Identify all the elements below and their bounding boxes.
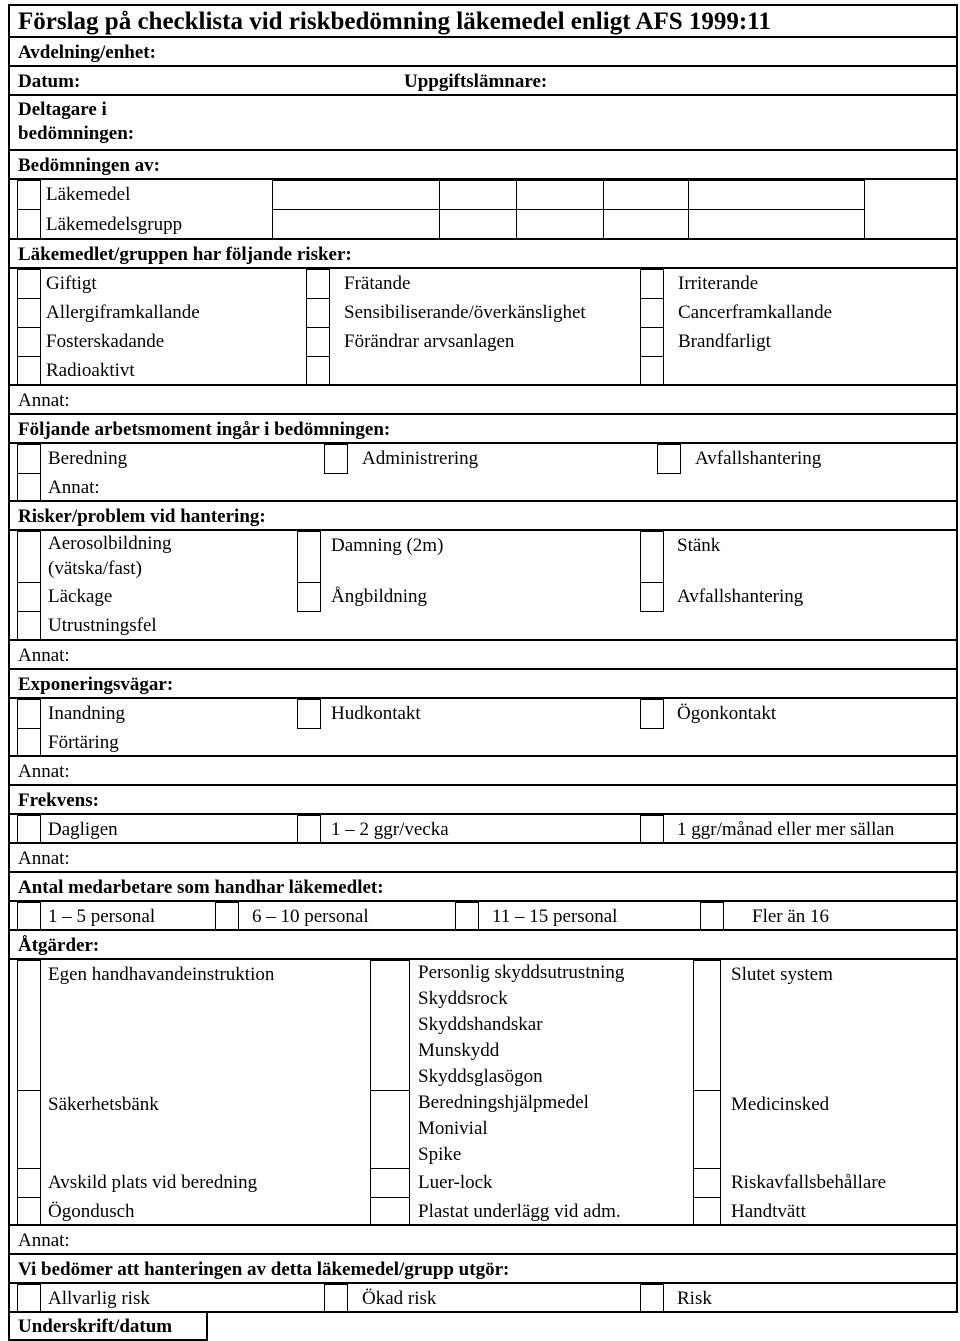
handling-risk-item: Stänk [677, 535, 721, 556]
risk-item: Cancerframkallande [678, 302, 833, 323]
handling-risk-checkbox-2-3[interactable] [640, 582, 664, 612]
date-row[interactable] [8, 67, 958, 96]
work-step-checkbox-3[interactable] [657, 444, 681, 474]
staff-item: Fler än 16 [752, 906, 830, 927]
measure-checkbox-1-1[interactable] [17, 960, 41, 1091]
staff-item: 1 – 5 personal [48, 906, 156, 927]
measure-item: Medicinsked [731, 1094, 830, 1115]
staff-item: 6 – 10 personal [252, 906, 369, 927]
handling-risk-checkbox-1-2[interactable] [297, 531, 321, 583]
handling-risk-item: Damning (2m) [331, 535, 444, 556]
staff-checkbox-4[interactable] [700, 902, 724, 931]
measure-checkbox-2-2[interactable] [370, 1090, 410, 1169]
work-steps-heading: Följande arbetsmoment ingår i bedömningen: [18, 419, 391, 440]
assessment-of-row [8, 151, 958, 180]
measure-item: Ögondusch [48, 1201, 135, 1222]
handling-risk-checkbox-2-1[interactable] [17, 582, 41, 612]
measure-item: Riskavfallsbehållare [731, 1172, 887, 1193]
risk-item: Brandfarligt [678, 331, 771, 352]
handling-risk-item: Läckage [48, 586, 113, 607]
frequency-checkbox-3[interactable] [640, 815, 664, 844]
drug-group-cell-1[interactable] [272, 209, 440, 240]
staff-item: 11 – 15 personal [492, 906, 618, 927]
exposure-grid [8, 699, 958, 757]
staff-checkbox-1[interactable] [17, 902, 41, 931]
risks-heading-row [8, 240, 958, 269]
frequency-other-row[interactable] [8, 844, 958, 873]
handling-risks-other-label: Annat: [18, 645, 70, 666]
risk-item: Förändrar arvsanlagen [344, 331, 515, 352]
measure-item: Handtvätt [731, 1201, 806, 1222]
work-step-other-checkbox[interactable] [17, 473, 41, 502]
verdict-grid [8, 1284, 958, 1313]
date-label: Datum: [18, 71, 81, 92]
frequency-other-label: Annat: [18, 848, 70, 869]
staff-heading-row [8, 873, 958, 902]
risk-checklist-form [8, 4, 958, 1341]
assessment-of-label: Bedömningen av: [18, 155, 160, 176]
drug-grid [8, 180, 958, 240]
staff-heading: Antal medarbetare som handhar läkemedlet: [18, 877, 384, 898]
risk-checkbox-1-2[interactable] [306, 269, 330, 299]
measure-checkbox-4-1[interactable] [17, 1197, 41, 1226]
drug-group-cell-4[interactable] [603, 209, 689, 240]
drug-label: Läkemedel [46, 184, 131, 205]
drug-group-cell-3[interactable] [516, 209, 604, 240]
work-step-item: Beredning [48, 448, 128, 469]
exposure-checkbox-2-1[interactable] [17, 728, 41, 757]
participants-row[interactable] [8, 96, 958, 151]
verdict-checkbox-2[interactable] [324, 1284, 348, 1313]
handling-risk-checkbox-3-1[interactable] [17, 611, 41, 641]
drug-cell-4[interactable] [603, 180, 689, 210]
measure-checkbox-4-2[interactable] [370, 1197, 410, 1226]
risk-item: Fosterskadande [46, 331, 165, 352]
drug-cell-1[interactable] [272, 180, 440, 210]
risk-item: Radioaktivt [46, 360, 135, 381]
risk-checkbox-3-3[interactable] [640, 327, 664, 357]
risk-item: Allergiframkallande [46, 302, 200, 323]
measure-item: Plastat underlägg vid adm. [418, 1201, 621, 1222]
risk-checkbox-2-2[interactable] [306, 298, 330, 328]
measure-checkbox-3-3[interactable] [693, 1168, 721, 1198]
signature-row[interactable] [8, 1313, 208, 1341]
exposure-other-label: Annat: [18, 761, 70, 782]
risk-checkbox-2-3[interactable] [640, 298, 664, 328]
exposure-item: Hudkontakt [331, 703, 421, 724]
exposure-checkbox-1-3[interactable] [640, 699, 664, 729]
measure-item: Slutet system [731, 964, 833, 985]
handling-risks-heading-row [8, 502, 958, 531]
exposure-checkbox-1-2[interactable] [297, 699, 321, 729]
exposure-item: Ögonkontakt [677, 703, 777, 724]
measure-item: Beredningshjälpmedel Monivial Spike [418, 1092, 589, 1165]
measure-checkbox-3-2[interactable] [370, 1168, 410, 1198]
work-steps-heading-row [8, 415, 958, 444]
drug-group-label: Läkemedelsgrupp [46, 214, 183, 235]
staff-checkbox-2[interactable] [215, 902, 239, 931]
risk-checkbox-3-2[interactable] [306, 327, 330, 357]
verdict-checkbox-1[interactable] [17, 1284, 41, 1313]
work-step-item: Administrering [362, 448, 479, 469]
verdict-heading-row [8, 1255, 958, 1284]
measures-other-row[interactable] [8, 1226, 958, 1255]
risks-other-row[interactable] [8, 386, 958, 415]
drug-cell-5[interactable] [688, 180, 865, 210]
handling-risk-item: Utrustningsfel [48, 615, 157, 636]
risks-other-label: Annat: [18, 390, 70, 411]
handling-risk-checkbox-1-1[interactable] [17, 531, 41, 583]
work-steps-grid [8, 444, 958, 502]
title-row [8, 4, 958, 38]
risk-checkbox-4-3[interactable] [640, 356, 664, 386]
work-step-checkbox-1[interactable] [17, 444, 41, 474]
exposure-other-row[interactable] [8, 757, 958, 786]
work-steps-other-label: Annat: [48, 477, 100, 498]
measures-grid [8, 960, 958, 1226]
risk-checkbox-4-2[interactable] [306, 356, 330, 386]
work-step-checkbox-2[interactable] [324, 444, 348, 474]
risks-heading: Läkemedlet/gruppen har följande risker: [18, 244, 352, 265]
measure-checkbox-4-3[interactable] [693, 1197, 721, 1226]
measure-checkbox-1-2[interactable] [370, 960, 410, 1091]
page-title: Förslag på checklista vid riskbedömning läkemedel enligt AFS 1999:11 [18, 8, 771, 35]
measure-checkbox-2-1[interactable] [17, 1090, 41, 1169]
work-step-item: Avfallshantering [695, 448, 822, 469]
drug-group-cell-2[interactable] [439, 209, 517, 240]
measure-checkbox-1-3[interactable] [693, 960, 721, 1091]
handling-risk-item: Ångbildning [331, 586, 428, 607]
verdict-item: Ökad risk [362, 1288, 437, 1309]
frequency-heading-row [8, 786, 958, 815]
measures-other-label: Annat: [18, 1230, 70, 1251]
risk-item: Giftigt [46, 273, 97, 294]
handling-risk-checkbox-2-2[interactable] [297, 582, 321, 612]
verdict-item: Risk [677, 1288, 712, 1309]
measure-item: Personlig skyddsutrustning Skyddsrock Skyddshandskar Munskydd Skyddsglasögon [418, 962, 625, 1087]
frequency-grid [8, 815, 958, 844]
handling-risk-item: Avfallshantering [677, 586, 804, 607]
drug-cell-3[interactable] [516, 180, 604, 210]
risk-item: Irriterande [678, 273, 759, 294]
measure-item: Avskild plats vid beredning [48, 1172, 258, 1193]
frequency-item: 1 – 2 ggr/vecka [331, 819, 449, 840]
measures-heading: Åtgärder: [18, 935, 100, 956]
handling-risks-grid [8, 531, 958, 641]
risk-checkbox-3-1[interactable] [17, 327, 41, 357]
handling-risk-checkbox-1-3[interactable] [640, 531, 664, 583]
drug-cell-2[interactable] [439, 180, 517, 210]
frequency-checkbox-2[interactable] [297, 815, 321, 844]
exposure-item: Förtäring [48, 732, 119, 753]
risk-checkbox-4-1[interactable] [17, 356, 41, 386]
handling-risk-item: Aerosolbildning (vätska/fast) [48, 533, 172, 579]
department-label: Avdelning/enhet: [18, 42, 156, 63]
participants-label: Deltagare i bedömningen: [18, 99, 135, 144]
department-row[interactable] [8, 38, 958, 67]
informant-label: Uppgiftslämnare: [404, 71, 548, 92]
drug-checkbox[interactable] [17, 180, 41, 210]
exposure-heading: Exponeringsvägar: [18, 674, 174, 695]
measure-checkbox-2-3[interactable] [693, 1090, 721, 1169]
measure-item: Säkerhetsbänk [48, 1094, 159, 1115]
staff-grid [8, 902, 958, 931]
risk-checkbox-1-1[interactable] [17, 269, 41, 299]
risk-checkbox-2-1[interactable] [17, 298, 41, 328]
handling-risks-heading: Risker/problem vid hantering: [18, 506, 266, 527]
frequency-item: 1 ggr/månad eller mer sällan [677, 819, 895, 840]
measure-item: Luer-lock [418, 1172, 493, 1193]
drug-group-checkbox[interactable] [17, 209, 41, 240]
measures-heading-row [8, 931, 958, 960]
exposure-heading-row [8, 670, 958, 699]
measure-checkbox-3-1[interactable] [17, 1168, 41, 1198]
staff-checkbox-3[interactable] [455, 902, 479, 931]
risk-item: Frätande [344, 273, 411, 294]
signature-label: Underskrift/datum [18, 1316, 173, 1337]
frequency-item: Dagligen [48, 819, 118, 840]
exposure-item: Inandning [48, 703, 126, 724]
drug-group-cell-5[interactable] [688, 209, 865, 240]
verdict-checkbox-3[interactable] [640, 1284, 664, 1313]
verdict-item: Allvarlig risk [48, 1288, 150, 1309]
frequency-checkbox-1[interactable] [17, 815, 41, 844]
risk-item: Sensibiliserande/överkänslighet [344, 302, 586, 323]
handling-risks-other-row[interactable] [8, 641, 958, 670]
verdict-heading: Vi bedömer att hanteringen av detta läkemedel/grupp utgör: [18, 1259, 510, 1280]
measure-item: Egen handhavandeinstruktion [48, 964, 275, 985]
risk-checkbox-1-3[interactable] [640, 269, 664, 299]
exposure-checkbox-1-1[interactable] [17, 699, 41, 729]
risks-grid [8, 269, 958, 386]
frequency-heading: Frekvens: [18, 790, 99, 811]
